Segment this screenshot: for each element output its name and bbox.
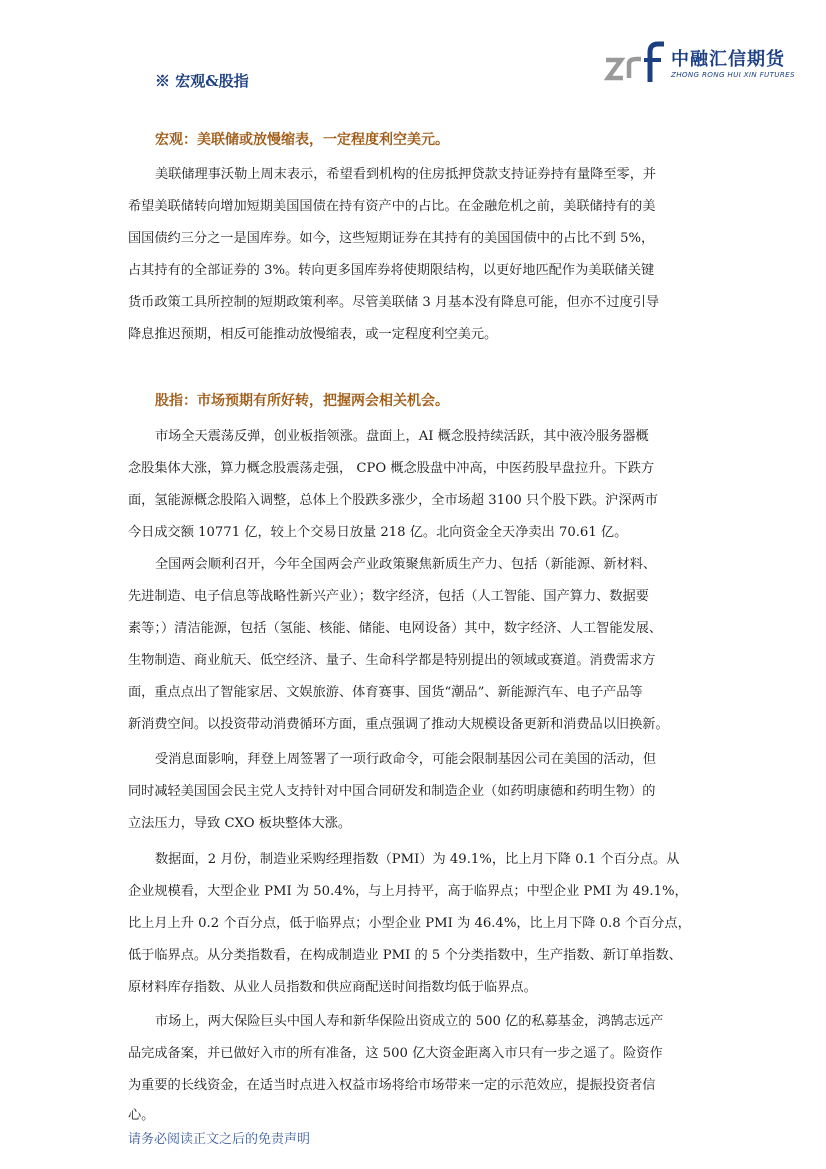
text-line: 比上月上升 0.2 个百分点，低于临界点；小型企业 PMI 为 46.4%，比上月下降 0.8 个百分点， xyxy=(128,916,691,931)
text-line: 市场上，两大保险巨头中国人寿和新华保险出资成立的 500 亿的私募基金，鸿鹄志远产 xyxy=(155,1014,664,1029)
text-line: 先进制造、电子信息等战略性新兴产业）；数字经济，包括（人工智能、国产算力、数据要 xyxy=(128,589,649,604)
text-line: 受消息面影响，拜登上周签署了一项行政命令，可能会限制基因公司在美国的活动，但 xyxy=(155,752,657,767)
text-line: 低于临界点。从分类指数看，在构成制造业 PMI 的 5 个分类指数中，生产指数、新订单指数、 xyxy=(128,948,682,963)
text-line: 数据面，2 月份，制造业采购经理指数（PMI）为 49.1%，比上月下降 0.1 个百分点。从 xyxy=(155,852,680,867)
text-line: 希望美联储转向增加短期美国国债在持有资产中的占比。在金融危机之前，美联储持有的美 xyxy=(128,199,656,214)
text-line: 占其持有的全部证券的 3%。转向更多国库券将使期限结构，以更好地匹配作为美联储关键 xyxy=(128,263,655,278)
text-line: 全国两会顺利召开，今年全国两会产业政策聚焦新质生产力、包括（新能源、新材料、 xyxy=(155,557,657,572)
text-line: 品完成备案，并已做好入市的所有准备，这 500 亿大资金距离入市只有一步之遥了。险资作 xyxy=(128,1046,663,1061)
text-line: 美联储理事沃勒上周末表示，希望看到机构的住房抵押贷款支持证券持有量降至零，并 xyxy=(155,167,657,182)
text-line: 降息推迟预期，相反可能推动放慢缩表，或一定程度利空美元。 xyxy=(128,327,498,342)
disclaimer-footer: 请务必阅读正文之后的免责声明 xyxy=(128,1132,311,1147)
index-heading: 股指：市场预期有所好转，把握两会相关机会。 xyxy=(155,393,449,409)
company-name-cn: 中融汇信期货 xyxy=(671,49,785,70)
text-line: 原材料库存指数、从业人员指数和供应商配送时间指数均低于临界点。 xyxy=(128,980,537,995)
text-line: 为重要的长线资金，在适当时点进入权益市场将给市场带来一定的示范效应，提振投资者信 xyxy=(128,1078,656,1093)
text-line: 立法压力，导致 CXO 板块整体大涨。 xyxy=(128,816,352,831)
company-logo xyxy=(604,40,794,84)
section-title: ※ 宏观&股指 xyxy=(155,72,249,90)
text-line: 货币政策工具所控制的短期政策利率。尽管美联储 3 月基本没有降息可能，但亦不过度引导 xyxy=(128,295,660,310)
text-line: 生物制造、商业航天、低空经济、量子、生命科学都是特别提出的领域或赛道。消费需求方 xyxy=(128,653,656,668)
text-line: 素等；）清洁能源，包括（氢能、核能、储能、电网设备）其中，数字经济、人工智能发展、 xyxy=(128,621,663,636)
text-line: 国国债约三分之一是国库券。如今，这些短期证券在其持有的美国国债中的占比不到 5%， xyxy=(128,231,655,246)
macro-heading: 宏观：美联储或放慢缩表，一定程度利空美元。 xyxy=(155,132,449,148)
text-line: 企业规模看，大型企业 PMI 为 50.4%，与上月持平，高于临界点；中型企业 PMI 为 49.1%， xyxy=(128,884,688,899)
zrf-logo-mark xyxy=(604,40,666,84)
text-line: 心。 xyxy=(128,1108,155,1123)
text-line: 面，重点点出了智能家居、文娱旅游、体育赛事、国货“潮品”、新能源汽车、电子产品等 xyxy=(128,685,643,700)
text-line: 市场全天震荡反弹，创业板指领涨。盘面上，AI 概念股持续活跃，其中液冷服务器概 xyxy=(155,429,649,444)
company-name-en: ZHONG RONG HUI XIN FUTURES xyxy=(671,70,795,79)
text-line: 面，氢能源概念股陷入调整，总体上个股跌多涨少，全市场超 3100 只个股下跌。沪深两市 xyxy=(128,493,658,508)
text-line: 念股集体大涨，算力概念股震荡走强， CPO 概念股盘中冲高，中医药股早盘拉升。下跌方 xyxy=(128,461,655,476)
text-line: 今日成交额 10771 亿，较上个交易日放量 218 亿。北向资金全天净卖出 70.61 亿。 xyxy=(128,525,628,540)
text-line: 新消费空间。以投资带动消费循环方面，重点强调了推动大规模设备更新和消费品以旧换新。 xyxy=(128,717,669,732)
text-line: 同时减轻美国国会民主党人支持针对中国合同研发和制造企业（如药明康德和药明生物）的 xyxy=(128,784,656,799)
